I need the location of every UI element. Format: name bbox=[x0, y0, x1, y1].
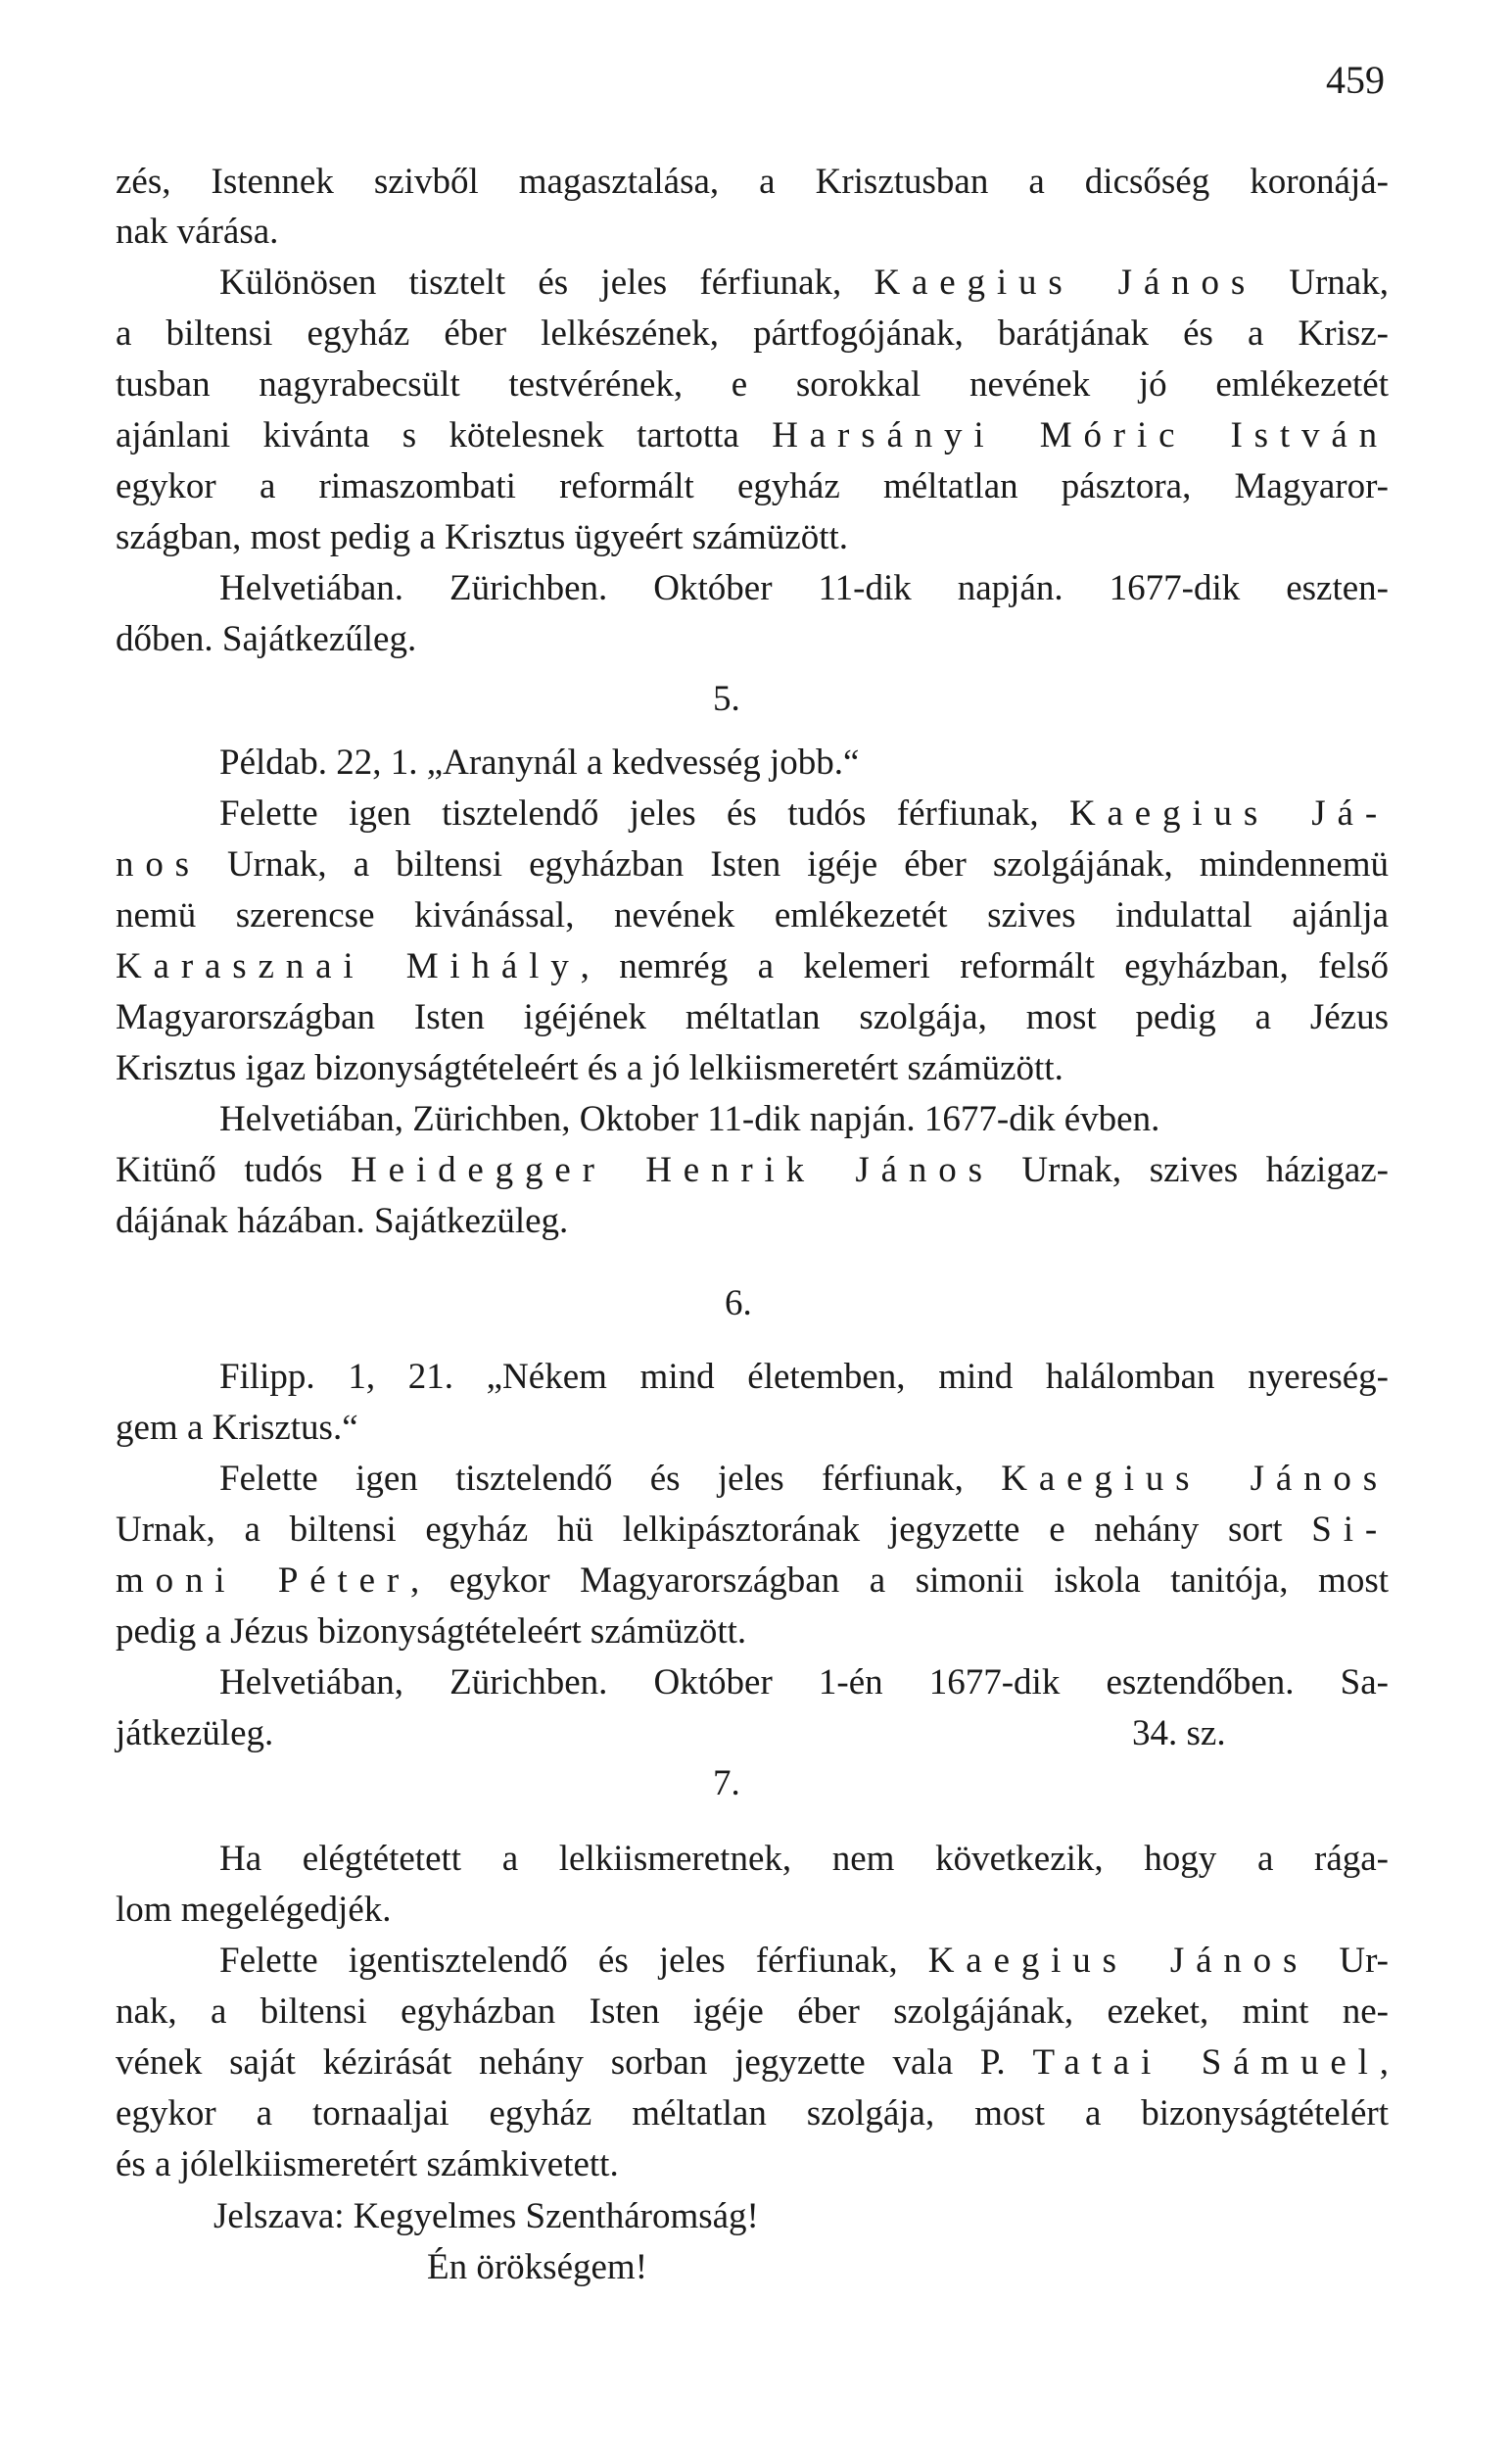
text-line: moni Péter, egykor Magyarországban a simonii iskola tanitója, most bbox=[116, 1560, 1389, 1601]
text-line: tusban nagyrabecsült testvérének, e sorokkal nevének jó emlékezetét bbox=[116, 364, 1389, 405]
text-line: Felette igen tisztelendő jeles és tudós férfiunak, Kaegius Já- bbox=[219, 793, 1389, 834]
person-name: Kaegius János bbox=[874, 263, 1257, 303]
text-line: játkezüleg. bbox=[116, 1713, 274, 1753]
section-number: 7. bbox=[713, 1763, 740, 1803]
text-line: nemü szerencse kivánással, nevének emlékezetét szives indulattal ajánlja bbox=[116, 895, 1389, 935]
text-line: ajánlani kivánta s kötelesnek tartotta Harsányi Móric István bbox=[116, 415, 1389, 456]
person-name: Tatai Sámuel bbox=[1032, 2042, 1380, 2083]
section-number: 5. bbox=[713, 679, 740, 719]
person-name: Kaegius János bbox=[927, 1941, 1309, 1981]
text-line: egykor a rimaszombati reformált egyház méltatlan pásztora, Magyaror- bbox=[116, 466, 1389, 506]
text-line: a biltensi egyház éber lelkészének, pártfogójának, barátjának és a Krisz- bbox=[116, 313, 1389, 354]
text-line: nak, a biltensi egyházban Isten igéje éber szolgájának, ezeket, mint ne- bbox=[116, 1991, 1389, 2032]
text-line: Karasznai Mihály, nemrég a kelemeri reformált egyházban, felső bbox=[116, 946, 1389, 986]
person-name: Kaegius Já- bbox=[1068, 793, 1389, 834]
text-line: Helvetiában, Zürichben. Október 1-én 1677-dik esztendőben. Sa- bbox=[219, 1662, 1389, 1703]
page-number: 459 bbox=[1326, 58, 1385, 102]
text-line: Helvetiában, Zürichben, Oktober 11-dik napján. 1677-dik évben. bbox=[219, 1099, 1160, 1139]
reference-number: 34. sz. bbox=[1132, 1713, 1226, 1753]
text-line: és a jólelkiismeretért számkivetett. bbox=[116, 2144, 619, 2184]
text-line: Krisztus igaz bizonyságtételeért és a jó lelkiismeretért számüzött. bbox=[116, 1048, 1063, 1088]
text-line: vének saját kézirását nehány sorban jegyzette vala P. Tatai Sámuel, bbox=[116, 2042, 1390, 2083]
text-line: szágban, most pedig a Krisztus ügyeért számüzött. bbox=[116, 517, 849, 557]
text-line: egykor a tornaaljai egyház méltatlan szolgája, most a bizonyságtételért bbox=[116, 2093, 1389, 2134]
text-line: dájának házában. Sajátkezüleg. bbox=[116, 1201, 569, 1241]
text-line: dőben. Sajátkezűleg. bbox=[116, 619, 417, 659]
text-line: zés, Istennek szivből magasztalása, a Krisztusban a dicsőség koronájá- bbox=[116, 162, 1389, 202]
quote-line: Ha elégtétetett a lelkiismeretnek, nem következik, hogy a rága- bbox=[219, 1839, 1389, 1879]
text-line: pedig a Jézus bizonyságtételeért számüzött. bbox=[116, 1611, 747, 1652]
text-line: nos Urnak, a biltensi egyházban Isten igéje éber szolgájának, mindennemü bbox=[116, 844, 1389, 885]
quote-line: lom megelégedjék. bbox=[116, 1890, 392, 1930]
quote-line: Filipp. 1, 21. „Nékem mind életemben, mind halálomban nyereség- bbox=[219, 1357, 1389, 1397]
text-line: Urnak, a biltensi egyház hü lelkipásztorának jegyzette e nehány sort Si- bbox=[116, 1510, 1389, 1550]
section-number: 6. bbox=[725, 1283, 752, 1323]
person-name: Karasznai Mihály bbox=[116, 946, 581, 986]
motto-line: Én örökségem! bbox=[427, 2247, 648, 2287]
text-line: Helvetiában. Zürichben. Október 11-dik napján. 1677-dik eszten- bbox=[219, 568, 1389, 608]
person-name: nos bbox=[116, 844, 201, 885]
text-line: Magyarországban Isten igéjének méltatlan szolgája, most pedig a Jézus bbox=[116, 997, 1389, 1037]
person-name: Kaegius János bbox=[1001, 1459, 1390, 1499]
quote-line: Példab. 22, 1. „Aranynál a kedvesség jobb.“ bbox=[219, 743, 860, 783]
text-line: Különösen tisztelt és jeles férfiunak, Kaegius János Urnak, bbox=[219, 263, 1389, 303]
person-name: Harsányi Móric István bbox=[772, 415, 1389, 456]
person-name: Heidegger Henrik János bbox=[351, 1150, 994, 1190]
text-line: nak várása. bbox=[116, 212, 279, 252]
person-name: Si- bbox=[1311, 1510, 1389, 1550]
motto-line: Jelszava: Kegyelmes Szentháromság! bbox=[213, 2196, 759, 2236]
text-line: Kitünő tudós Heidegger Henrik János Urnak, szives házigaz- bbox=[116, 1150, 1389, 1190]
text-line: Felette igentisztelendő és jeles férfiunak, Kaegius János Ur- bbox=[219, 1941, 1390, 1981]
text-line: Felette igen tisztelendő és jeles férfiunak, Kaegius János bbox=[219, 1459, 1390, 1499]
quote-line: gem a Krisztus.“ bbox=[116, 1408, 358, 1448]
person-name: moni Péter bbox=[116, 1560, 411, 1601]
